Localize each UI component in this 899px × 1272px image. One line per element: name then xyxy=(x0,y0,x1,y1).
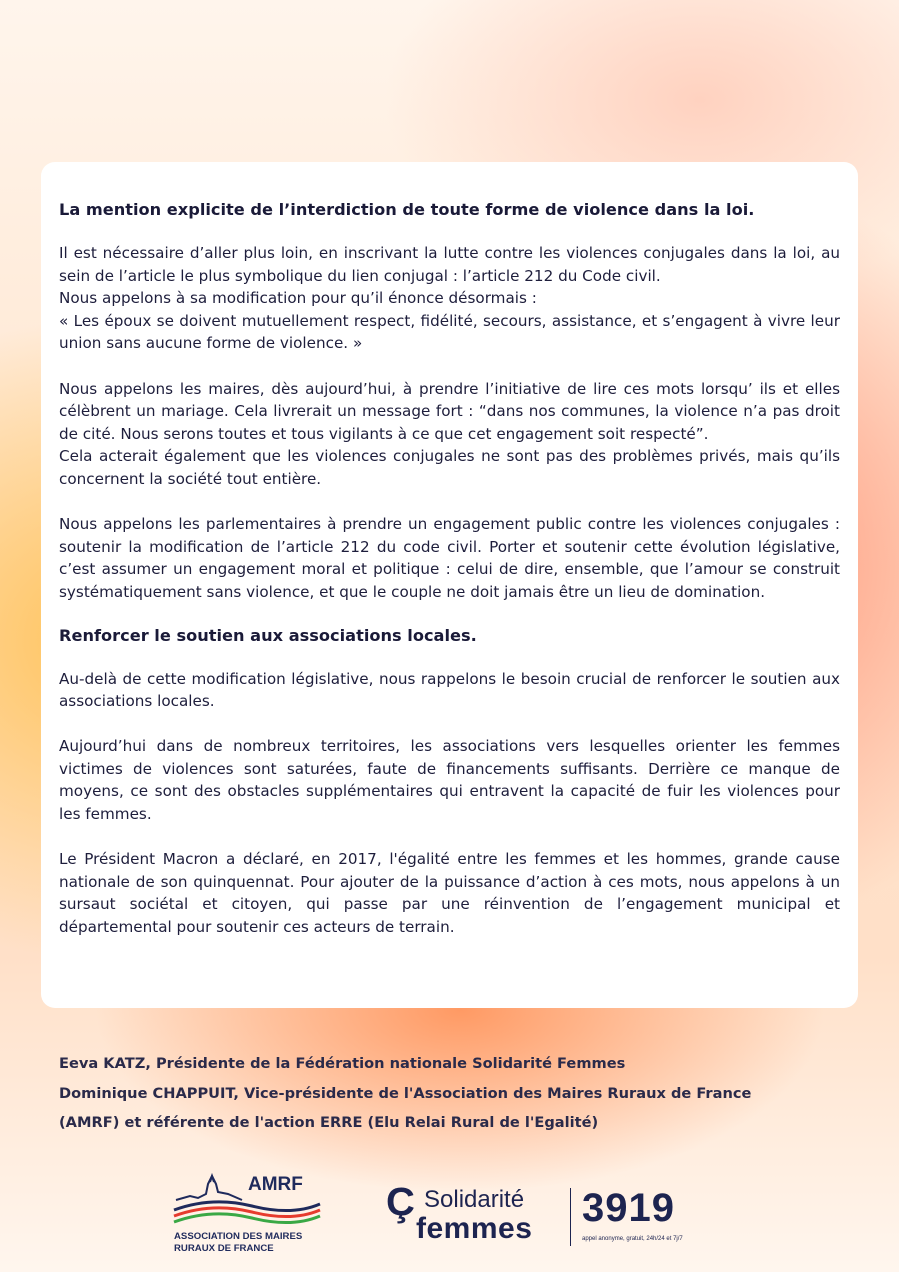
paragraph: Nous appelons les parlementaires à prendre un engagement public contre les violences conjugales : soutenir la modification de l’article 212 du code civil. Porter et soutenir cette évolution législative, c’est assumer un engagement moral et politique : celui de dire, ensemble, que l’amour se construit systématiquement sans violence, et que le couple ne doit jamais être un lieu de domination. xyxy=(59,515,840,601)
paragraph: Nous appelons les maires, dès aujourd’hui, à prendre l’initiative de lire ces mots lorsqu’ ils et elles célèbrent un mariage. Cela livrerait un message fort : “dans nos communes, la violence n’a pas droit de cité. Nous serons toutes et tous vigilants à ce que cet engagement soit respecté”. xyxy=(59,379,840,443)
article-card xyxy=(41,162,858,1008)
amrf-title: AMRF xyxy=(248,1174,303,1195)
spacer xyxy=(59,826,840,849)
heading-associations: Renforcer le soutien aux associations locales. xyxy=(59,625,477,645)
solidarite-femmes-logo xyxy=(386,1182,706,1254)
sf-initial: Ç xyxy=(386,1180,415,1224)
spacer xyxy=(59,648,840,668)
signature-line: Dominique CHAPPUIT, Vice-présidente de l'Association des Maires Ruraux de France xyxy=(59,1084,752,1102)
helpline-tagline: appel anonyme, gratuit, 24h/24 et 7j/7 xyxy=(582,1236,683,1242)
spacer xyxy=(59,355,840,378)
paragraph: Nous appelons à sa modification pour qu’il énonce désormais : xyxy=(59,289,537,308)
signatures xyxy=(59,1049,849,1138)
logo-divider xyxy=(570,1188,571,1246)
paragraph: Le Président Macron a déclaré, en 2017, l'égalité entre les femmes et les hommes, grande cause nationale de son quinquennat. Pour ajouter de la puissance d’action à ces mots, nous appelons à un sursaut sociétal et citoyen, qui passe par une réinvention de l’engagement municipal et départemental pour soutenir ces acteurs de terrain. xyxy=(59,850,840,937)
spacer xyxy=(59,491,840,514)
spacer xyxy=(59,713,840,736)
signature-line: Eeva KATZ, Présidente de la Fédération nationale Solidarité Femmes xyxy=(59,1055,626,1072)
amrf-subtitle xyxy=(174,1231,302,1255)
sf-word-femmes: femmes xyxy=(416,1212,533,1245)
paragraph: Aujourd’hui dans de nombreux territoires, les associations vers lesquelles orienter les femmes victimes de violences sont saturées, faute de financements suffisants. Derrière ce manque de moyens, ce sont des obstacles supplémentaires qui entravent la capacité de fuir les violences pour les femmes. xyxy=(59,737,840,824)
heading-interdiction: La mention explicite de l’interdiction de toute forme de violence dans la loi. xyxy=(59,200,755,219)
amrf-subtitle-line: RURAUX DE FRANCE xyxy=(174,1243,274,1254)
quote-paragraph: « Les époux se doivent mutuellement respect, fidélité, secours, assistance, et s’engagent à vivre leur union sans aucune forme de violence. » xyxy=(59,311,840,353)
paragraph: Au-delà de cette modification législative, nous rappelons le besoin crucial de renforcer le soutien aux associations locales. xyxy=(59,669,840,711)
paragraph: Cela acterait également que les violences conjugales ne sont pas des problèmes privés, mais qu’ils concernent la société tout entière. xyxy=(59,447,840,488)
spacer xyxy=(59,604,840,624)
sf-word-solidarite: Solidarité xyxy=(424,1186,525,1213)
paragraph: Il est nécessaire d’aller plus loin, en inscrivant la lutte contre les violences conjugales dans la loi, au sein de l’article le plus symbolique du lien conjugal : l’article 212 du Code civil. xyxy=(59,244,840,285)
amrf-subtitle-line: ASSOCIATION DES MAIRES xyxy=(174,1231,303,1242)
spacer xyxy=(59,222,840,242)
amrf-logo xyxy=(172,1172,332,1262)
helpline-number: 3919 xyxy=(582,1186,675,1230)
signature-line: (AMRF) et référente de l'action ERRE (Elu Relai Rural de l'Egalité) xyxy=(59,1114,599,1131)
